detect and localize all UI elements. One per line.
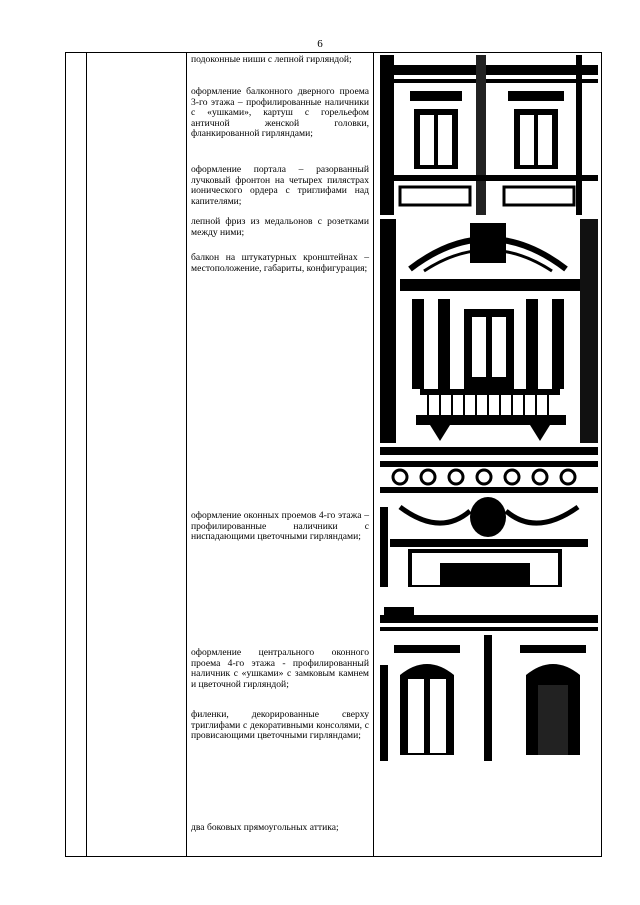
description-item: оформление оконных проемов 4-го этажа – профилированные наличники с ниспадающими цветочными гирляндами; — [191, 510, 369, 543]
description-item: лепной фриз из медальонов с розетками между ними; — [191, 216, 369, 238]
balcony-portal-photo — [380, 219, 598, 443]
frieze-garlands-photo — [380, 447, 598, 587]
description-item: филенки, декорированные сверху триглифами с декоративными консолями, с провисающими цветочными гирляндами; — [191, 709, 369, 742]
protection-subject-table — [65, 52, 602, 857]
upper-windows-photo — [380, 605, 598, 761]
column-divider — [373, 53, 374, 856]
column-divider — [186, 53, 187, 856]
column-divider — [86, 53, 87, 856]
description-item: балкон на штукатурных кронштейнах – местоположение, габариты, конфигурация; — [191, 252, 369, 274]
description-item: оформление портала – разорванный лучковый фронтон на четырех пилястрах ионического ордера с триглифами над капителями; — [191, 164, 369, 207]
page-number: 6 — [317, 38, 323, 50]
description-item: два боковых прямоугольных аттика; — [191, 822, 339, 833]
facade-windows-photo — [380, 55, 598, 215]
description-item: оформление балконного дверного проема 3-го этажа – профилированные наличники с «ушками», картуш с горельефом античной женской головки, фланкированной гирляндами; — [191, 86, 369, 140]
description-item: подоконные ниши с лепной гирляндой; — [191, 54, 352, 65]
description-item: оформление центрального оконного проема 4-го этажа - профилированный наличник с «ушками» с замковым камнем и цветочной гирляндой; — [191, 647, 369, 690]
